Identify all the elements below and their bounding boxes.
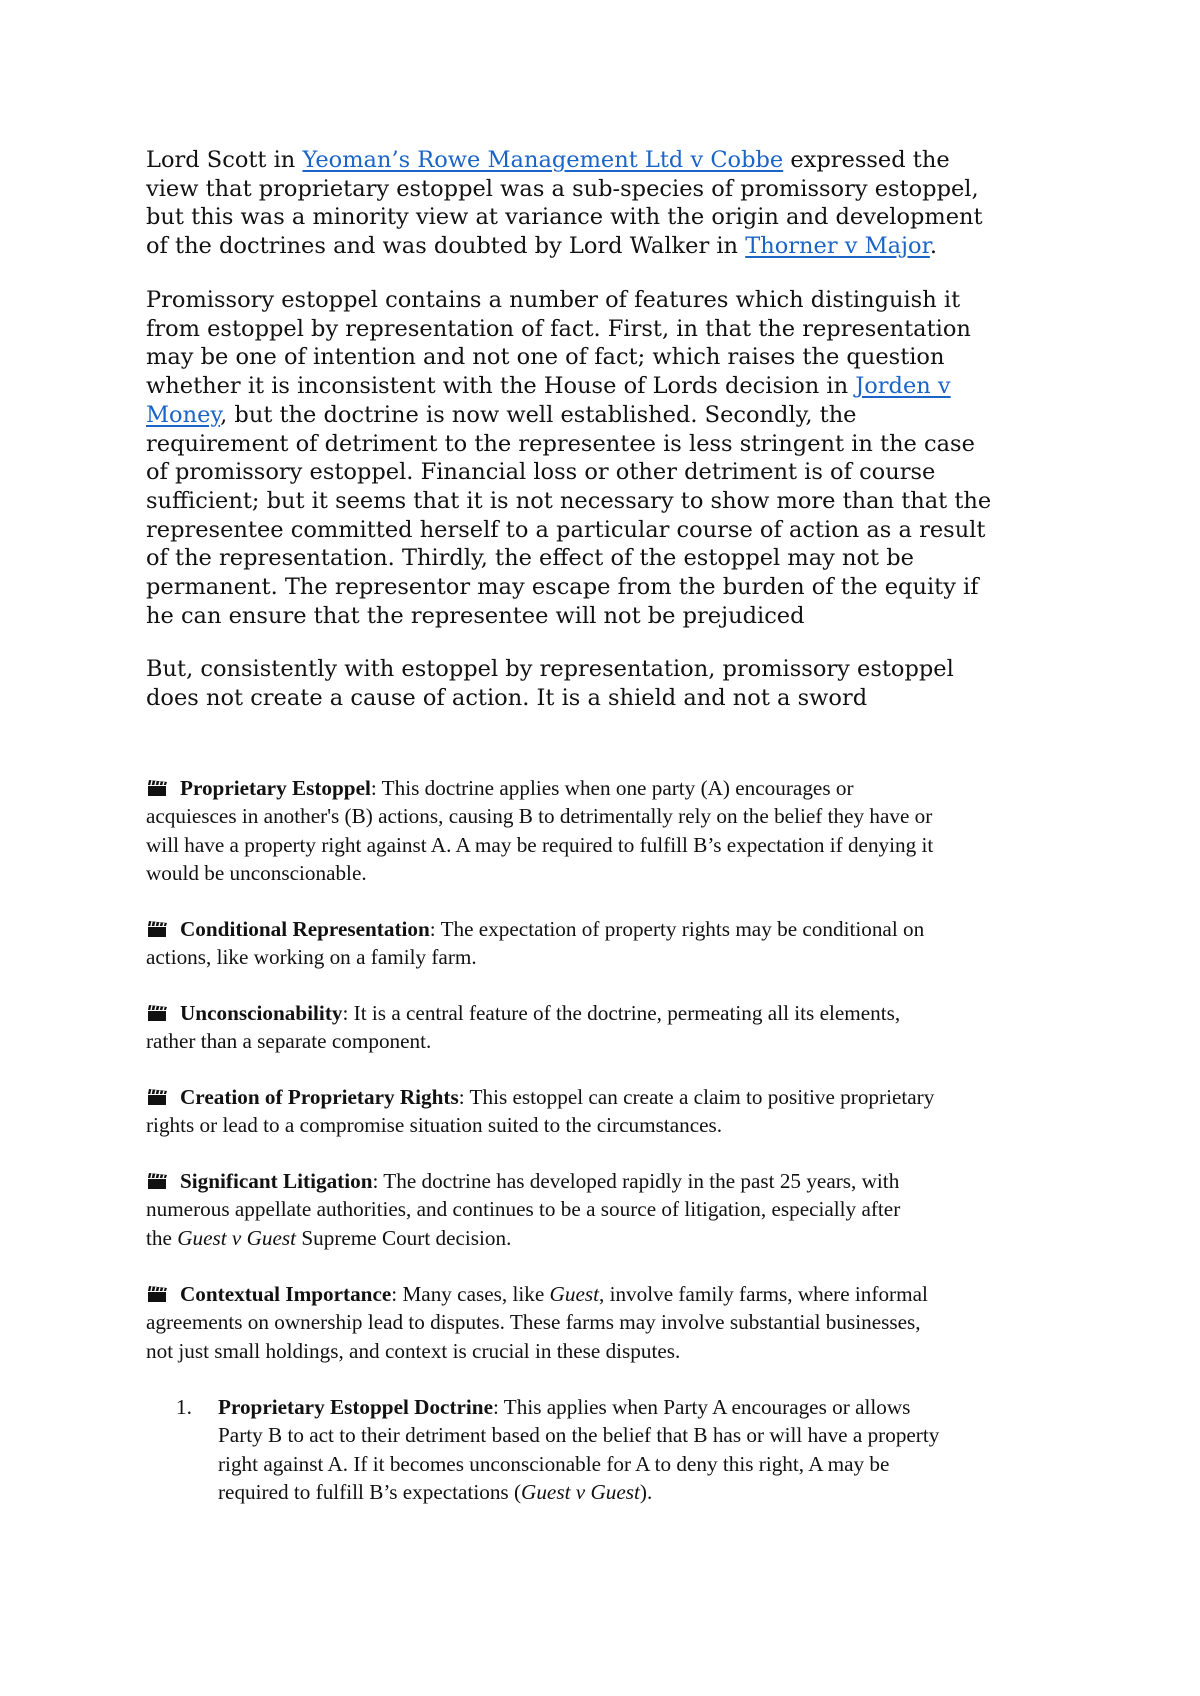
text-run: required to fulfill B’s expectations (: [218, 1479, 522, 1504]
text-line: representee committed herself to a particular course of action as a result: [146, 516, 986, 543]
text-line: [218, 1393, 939, 1421]
text-run: : The expectation of property rights may be conditional on: [429, 917, 925, 941]
link-yeomans-rowe-v-cobbe[interactable]: Yeoman’s Rowe Management Ltd v Cobbe: [302, 147, 784, 173]
text-line: rights or lead to a compromise situation suited to the circumstances.: [146, 1113, 723, 1138]
text-line: [146, 1083, 1066, 1111]
clapperboard-icon: [146, 1285, 168, 1303]
note-unconscionability: [146, 999, 1066, 1056]
text-line: will have a property right against A. A may be required to fulfill B’s expectation if denying it: [146, 832, 934, 857]
text-run: : Many cases, like: [391, 1282, 550, 1306]
note-term: Conditional Representation: [180, 917, 430, 941]
clapperboard-icon: [146, 779, 168, 797]
text-line: numerous appellate authorities, and continues to be a source of litigation, especially after: [146, 1197, 901, 1222]
text-run: Lord Scott in: [146, 147, 303, 173]
text-run: : This applies when Party A encourages or allows: [493, 1395, 911, 1419]
text-run: : The doctrine has developed rapidly in the past 25 years, with: [372, 1169, 900, 1193]
text-run: whether it is inconsistent with the House of Lords decision in: [146, 373, 856, 400]
link-jorden-v-money[interactable]: Jorden v: [855, 373, 951, 400]
case-name-italic: Guest v Guest: [177, 1225, 297, 1250]
text-line: [146, 401, 1076, 430]
text-line: from estoppel by representation of fact. First, in that the representation: [146, 315, 971, 342]
note-conditional-representation: [146, 915, 1066, 972]
text-line: [146, 774, 1066, 802]
case-name-italic: Guest v Guest: [521, 1479, 640, 1504]
text-run: : It is a central feature of the doctrine, permeating all its elements,: [342, 1001, 901, 1025]
text-run: , involve family farms, where informal: [598, 1282, 928, 1306]
text-line: of promissory estoppel. Financial loss or other detriment is of course: [146, 459, 936, 486]
paragraph-shield-not-sword: [146, 655, 1076, 712]
text-run: the: [146, 1225, 178, 1250]
note-contextual-importance: [146, 1280, 1066, 1365]
note-term: Unconscionability: [180, 1001, 343, 1025]
text-run: ).: [639, 1479, 653, 1504]
text-line: [146, 1167, 1066, 1195]
text-line: acquiesces in another's (B) actions, causing B to detrimentally rely on the belief they have or: [146, 804, 933, 829]
text-line: [146, 999, 1066, 1027]
text-run: : This doctrine applies when one party (A) encourages or: [370, 776, 854, 800]
clapperboard-icon: [146, 920, 168, 938]
text-line: [146, 232, 1076, 261]
text-line: actions, like working on a family farm.: [146, 945, 477, 970]
clapperboard-icon: [146, 1088, 168, 1106]
note-creation-of-proprietary-rights: [146, 1083, 1066, 1140]
text-line: requirement of detriment to the representee is less stringent in the case: [146, 430, 975, 457]
note-proprietary-estoppel: [146, 774, 1066, 887]
numbered-item-body: [218, 1393, 939, 1506]
text-line: [218, 1478, 939, 1506]
text-run: , but the doctrine is now well established. Secondly, the: [220, 401, 857, 428]
note-term: Creation of Proprietary Rights: [180, 1085, 459, 1109]
text-line: of the representation. Thirdly, the effect of the estoppel may not be: [146, 545, 914, 572]
text-run: : This estoppel can create a claim to positive proprietary: [458, 1085, 935, 1109]
list-number: 1.: [176, 1395, 192, 1419]
text-run: Supreme Court decision.: [296, 1225, 512, 1250]
clapperboard-icon: [146, 1172, 168, 1190]
paragraph-lord-scott: [146, 146, 1076, 261]
text-run: .: [929, 233, 938, 260]
text-line: may be one of intention and not one of fact; which raises the question: [146, 344, 945, 371]
case-name-italic: Guest: [549, 1282, 599, 1306]
text-line: permanent. The representor may escape from the burden of the equity if: [146, 574, 979, 601]
text-line: [146, 1280, 1066, 1308]
text-line: agreements on ownership lead to disputes. These farms may involve substantial businesses,: [146, 1310, 921, 1335]
text-line: but this was a minority view at variance with the origin and development: [146, 204, 983, 231]
text-line: not just small holdings, and context is crucial in these disputes.: [146, 1338, 681, 1363]
text-line: does not create a cause of action. It is a shield and not a sword: [146, 684, 868, 711]
text-run: of the doctrines and was doubted by Lord Walker in: [146, 233, 746, 260]
text-line: rather than a separate component.: [146, 1029, 432, 1054]
text-line: he can ensure that the representee will not be prejudiced: [146, 602, 805, 629]
link-thorner-v-major[interactable]: Thorner v Major: [745, 233, 930, 260]
note-term: Significant Litigation: [180, 1169, 373, 1193]
note-significant-litigation: [146, 1167, 1066, 1252]
text-line: [146, 915, 1066, 943]
text-line: right against A. If it becomes unconscionable for A to deny this right, A may be: [218, 1451, 890, 1476]
text-line: Promissory estoppel contains a number of features which distinguish it: [146, 287, 961, 313]
text-line: Party B to act to their detriment based on the belief that B has or will have a property: [218, 1423, 940, 1448]
text-line: sufficient; but it seems that it is not necessary to show more than that the: [146, 487, 992, 514]
text-line: But, consistently with estoppel by representation, promissory estoppel: [146, 656, 954, 682]
text-line: [146, 146, 1076, 175]
text-run: expressed the: [783, 147, 950, 173]
text-line: [146, 1224, 1066, 1252]
note-term: Proprietary Estoppel Doctrine: [218, 1395, 493, 1419]
text-line: [146, 372, 1076, 401]
paragraph-promissory-estoppel-features: [146, 286, 1076, 630]
note-term: Contextual Importance: [180, 1282, 392, 1306]
text-line: view that proprietary estoppel was a sub-species of promissory estoppel,: [146, 175, 979, 202]
note-term: Proprietary Estoppel: [180, 776, 371, 800]
text-line: would be unconscionable.: [146, 860, 367, 885]
link-jorden-v-money-cont[interactable]: Money: [146, 401, 221, 428]
clapperboard-icon: [146, 1004, 168, 1022]
